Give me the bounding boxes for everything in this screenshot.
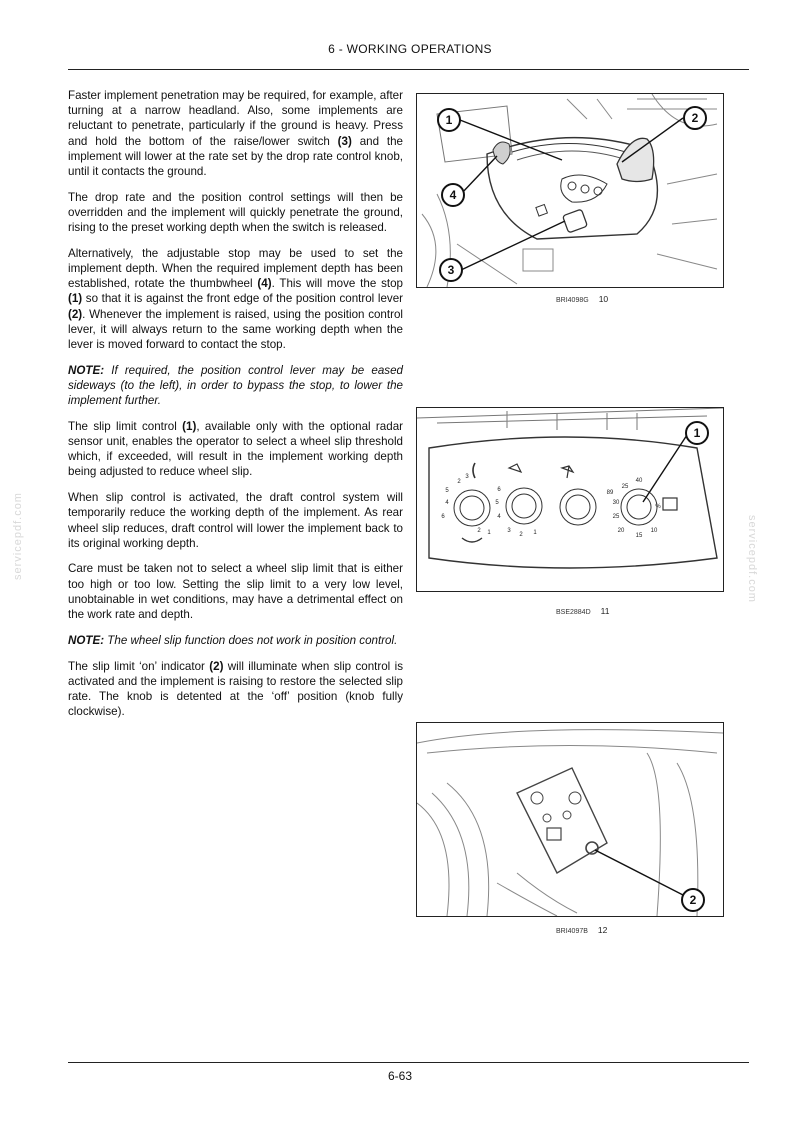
text-run: . Whenever the implement is raised, using the position control lever, it will always return to the same working depth when the lever is moved forward to contact the stop. <box>68 307 403 352</box>
figure-10-number: 10 <box>598 294 609 304</box>
note-paragraph <box>68 633 403 648</box>
figure-11-number: 11 <box>600 606 610 616</box>
note-paragraph <box>68 363 403 409</box>
figure-12-code: BRI4097B <box>556 928 588 935</box>
figure-10-code: BRI4098G <box>556 297 589 304</box>
body-paragraph <box>68 419 403 480</box>
dial4-mark-40: 40 <box>635 478 643 484</box>
text-run: so that it is against the front edge of the position control lever <box>82 292 403 306</box>
dial4-mark-30: 30 <box>612 500 620 506</box>
dial4-mark-20: 20 <box>617 528 625 534</box>
running-header: 6 - WORKING OPERATIONS <box>328 42 492 56</box>
figure-11-code: BSE2884D <box>556 609 591 616</box>
dial1-mark-f: 2 <box>477 528 481 534</box>
body-paragraph <box>68 246 403 352</box>
dial2-mark-e: 2 <box>519 532 523 538</box>
callout-2-label: 2 <box>691 111 699 125</box>
callout-3-label: 3 <box>447 263 455 277</box>
dial4-mark-89: 89 <box>606 490 614 496</box>
body-paragraph <box>68 561 403 622</box>
note-lead: NOTE: <box>68 633 105 647</box>
watermark-left: servicepdf.com <box>12 492 24 580</box>
callout-4-label: 4 <box>449 188 457 202</box>
callout-reference: (2) <box>209 659 224 673</box>
text-run: Care must be taken not to select a wheel slip limit that is either too high or too low. Setting the slip limit to a very low level, unobtainable in wet conditions, may have a detrimental effect on the work rate and depth. <box>68 562 403 622</box>
text-run: The slip limit control <box>68 419 183 433</box>
callout-reference: (1) <box>182 419 197 433</box>
callout-reference: (4) <box>257 277 272 291</box>
body-text-column <box>68 88 403 730</box>
callout-1-label: 1 <box>445 113 453 127</box>
text-run: The slip limit ‘on’ indicator <box>68 659 210 673</box>
header-rule <box>68 69 749 70</box>
page-number: 6-63 <box>387 1069 413 1083</box>
body-paragraph <box>68 490 403 551</box>
footer-rule <box>68 1062 749 1063</box>
text-run: will illuminate when slip control is activated and the implement is raising to restore the selected slip rate. The knob is detented at the ‘off’ position (knob fully clockwise). <box>68 659 403 719</box>
text-run: Alternatively, the adjustable stop may be used to set the implement depth. When the required implement depth has been established, rotate the thumbwheel <box>68 246 403 291</box>
body-paragraph <box>68 659 403 720</box>
dial4-mark-percent: % <box>655 504 661 510</box>
dial4-mark-15: 15 <box>635 533 643 539</box>
figure-slip-indicator <box>416 722 724 917</box>
body-paragraph <box>68 88 403 179</box>
callout-1-label: 1 <box>693 426 701 440</box>
body-paragraph <box>68 190 403 236</box>
dial-panel-illustration <box>417 408 723 591</box>
text-run: , available only with the optional radar sensor unit, enables the operator to select a wheel slip threshold which, if exceeded, will result in the implement working depth being adjusted to reduce wheel slip. <box>68 419 403 479</box>
dial2-mark-a: 6 <box>497 487 501 493</box>
dial2-mark-f: 1 <box>533 530 537 536</box>
callout-reference: (3) <box>337 134 352 148</box>
dial1-mark-e: 6 <box>441 514 445 520</box>
dial2-mark-c: 4 <box>497 514 501 520</box>
callout-reference: (2) <box>68 307 83 321</box>
text-run: When slip control is activated, the draft control system will temporarily reduce the working depth of the implement. As rear wheel slip reduces, draft control will lower the implement back to its original working depth. <box>68 491 403 550</box>
note-lead: NOTE: <box>68 363 105 377</box>
figure-12-number: 12 <box>597 925 608 935</box>
dial4-mark-10: 10 <box>650 528 658 534</box>
indicator-illustration <box>417 723 723 916</box>
dial4-mark-25: 25 <box>621 484 629 490</box>
dial2-mark-d: 3 <box>507 528 511 534</box>
callout-reference: (1) <box>68 292 83 306</box>
text-run: Faster implement penetration may be required, for example, after turning at a narrow headland. Also, some implements are reluctant to penetrate, particularly if the ground is heavy. Press and hold the bottom of the raise/lower switch <box>68 89 403 148</box>
callout-2-label: 2 <box>689 893 697 907</box>
text-run: The drop rate and the position control settings will then be overridden and the implement will quickly penetrate the ground, rising to the preset working depth when the switch is released. <box>68 190 403 235</box>
figure-10-caption <box>556 294 608 304</box>
dial4-mark-25b: 25 <box>612 514 620 520</box>
figure-position-control-lever <box>416 93 724 288</box>
dial1-mark-a: 2 <box>457 479 461 485</box>
dial1-mark-d: 5 <box>445 488 449 494</box>
dial2-mark-b: 5 <box>495 500 499 506</box>
text-run: and the implement will lower at the rate set by the drop rate control knob, until it contacts the ground. <box>68 134 403 179</box>
figure-12-caption <box>556 925 607 935</box>
figure-slip-control-panel <box>416 407 724 592</box>
figure-11-caption <box>556 606 609 616</box>
text-run: . This will move the stop <box>271 277 403 291</box>
watermark-right: servicepdf.com <box>746 515 758 603</box>
dial1-mark-g: 1 <box>487 530 491 536</box>
dial1-mark-c: 4 <box>445 500 449 506</box>
lever-illustration <box>417 94 723 287</box>
note-text: If required, the position control lever may be eased sideways (to the left), in order to bypass the stop, to lower the implement further. <box>68 363 403 408</box>
note-text: The wheel slip function does not work in position control. <box>104 633 398 647</box>
dial1-mark-b: 3 <box>465 474 469 480</box>
